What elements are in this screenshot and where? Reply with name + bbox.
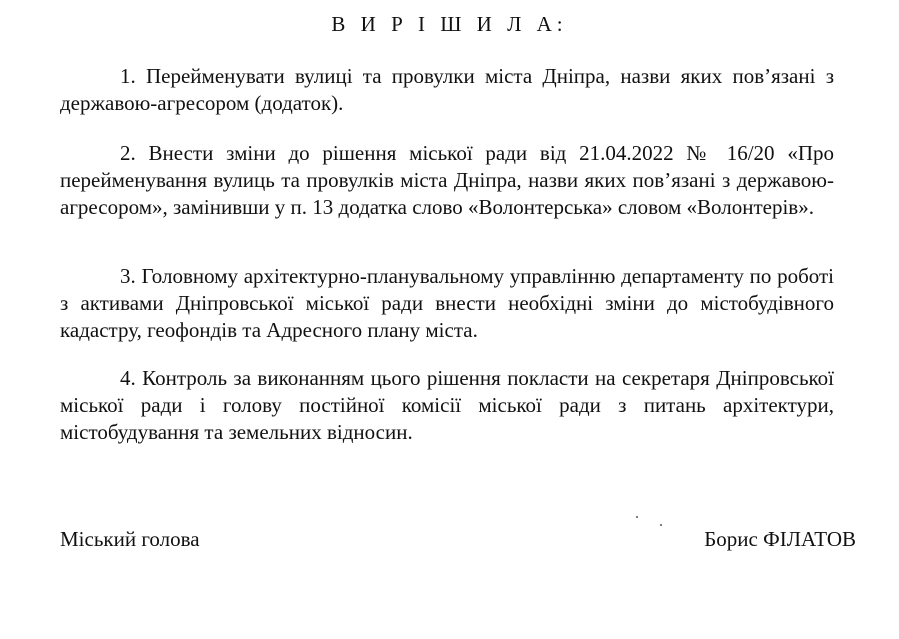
clause-3: 3. Головному архітектурно-планувальному управлінню департаменту по роботі з активами Дніпровської міської ради внести необхідні зміни до містобудівного кадастру, геофондів та Адресного плану міста. xyxy=(60,264,834,342)
clause-1: 1. Перейменувати вулиці та провулки міста Дніпра, назви яких пов’язані з державою-агресором (додаток). xyxy=(60,64,834,115)
scan-speck xyxy=(660,524,662,526)
signature-name: Борис ФІЛАТОВ xyxy=(704,527,856,551)
clause-4: 4. Контроль за виконанням цього рішення покласти на секретаря Дніпровської міської ради і голову постійної комісії міської ради з питань архітектури, містобудування та земельних відносин. xyxy=(60,366,834,444)
signature-position: Міський голова xyxy=(60,527,200,551)
clause-2: 2. Внести зміни до рішення міської ради від 21.04.2022 № 16/20 «Про перейменування вулиць та провулків міста Дніпра, назви яких пов’язані з державою-агресором», замінивши у п. 13 додатка слово «Волонтерська» словом «Волонтерів». xyxy=(60,141,834,219)
scan-speck xyxy=(636,516,638,518)
decision-heading: В И Р І Ш И Л А: xyxy=(331,12,568,36)
